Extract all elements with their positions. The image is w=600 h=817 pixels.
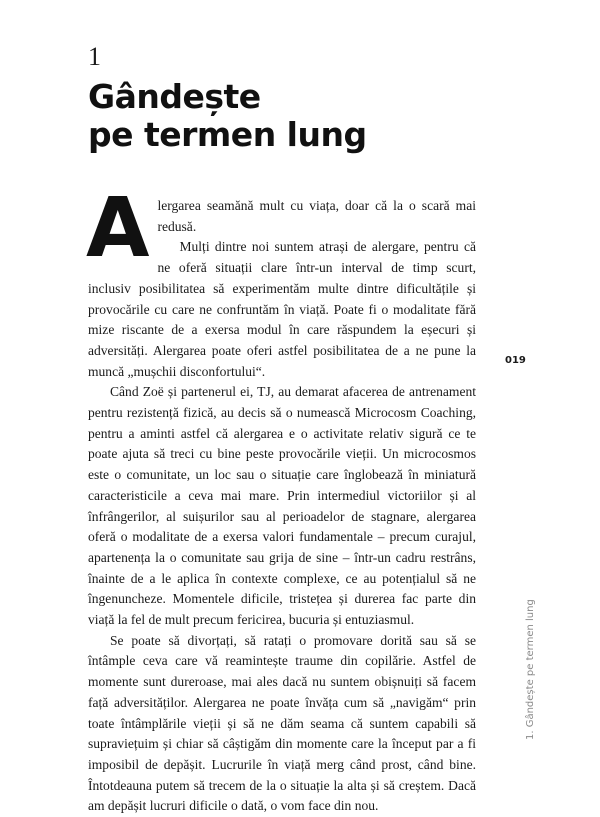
paragraph-1: lergarea seamănă mult cu viața, doar că la o scară mai redusă.: [157, 198, 476, 234]
paragraph-4: Se poate să divorțați, să ratați o promovare dorită sau să se întâmple ceva care vă reamintește traume din copilărie. Astfel de momente sunt dureroase, mai ales dacă nu suntem obișnuiți să facem față adversităților. Alergarea ne poate învăța cum să „navigăm“ prin toate întâmplările vieții și să ne dăm seama că suntem capabili să supraviețuim și chiar să câștigăm din momente care la început par a fi imposibil de depășit. Lucrurile în viață merg când prost, când bine. Întotdeauna putem să trecem de la o situație la alta și să creștem. Dacă am depășit lucruri dificile o dată, o vom face din nou.: [88, 632, 476, 814]
chapter-title-line-1: Gândește: [88, 77, 261, 116]
page-number: 019: [505, 355, 526, 366]
paragraph-3: Când Zoë și partenerul ei, TJ, au demarat afacerea de antrenament pentru rezistență fizică, au decis să o numească Microcosm Coaching, pentru a aminti astfel că alergarea e o activitate relativ sigură ce te poate ajuta să treci cu bine peste provocările vieții. Un microcosmos este o comunitate, un loc sau o situație care înglobează în miniatură caracteristicile a ceva mai mare. Prin intermediul victoriilor și al înfrângerilor, al suișurilor sau al perioadelor de stagnare, alergarea oferă o modalitate de a exersa valori fundamentale – precum curajul, apartenența la o comunitate sau grija de sine – într-un cadru restrâns, înainte de a le aplica în contexte complexe, ce au potențialul să ne îngenuncheze. Momentele dificile, tristețea și durerea fac parte din viață la fel de mult precum fericirea, bucuria și entuziasmul.: [88, 384, 476, 628]
chapter-title-line-2: pe termen lung: [88, 115, 367, 154]
chapter-title: [88, 78, 448, 154]
chapter-number: 1: [88, 42, 101, 71]
body-text: [86, 181, 476, 817]
paragraph-2: Mulți dintre noi suntem atrași de alergare, pentru că ne oferă situații clare într-un interval de timp scurt, inclusiv posibilitatea să experimentăm multe dintre dificultățile și provocările cu care ne confruntăm în viață. Poate fi o modalitate fără mize riscante de a exersa modul în care răspundem la eșecuri și adversități. Alergarea poate oferi astfel posibilitatea de a ne pune la muncă „mușchii disconfortului“.: [88, 239, 476, 379]
running-head: 1. Gândește pe termen lung: [525, 599, 536, 740]
drop-cap: A: [86, 181, 150, 276]
